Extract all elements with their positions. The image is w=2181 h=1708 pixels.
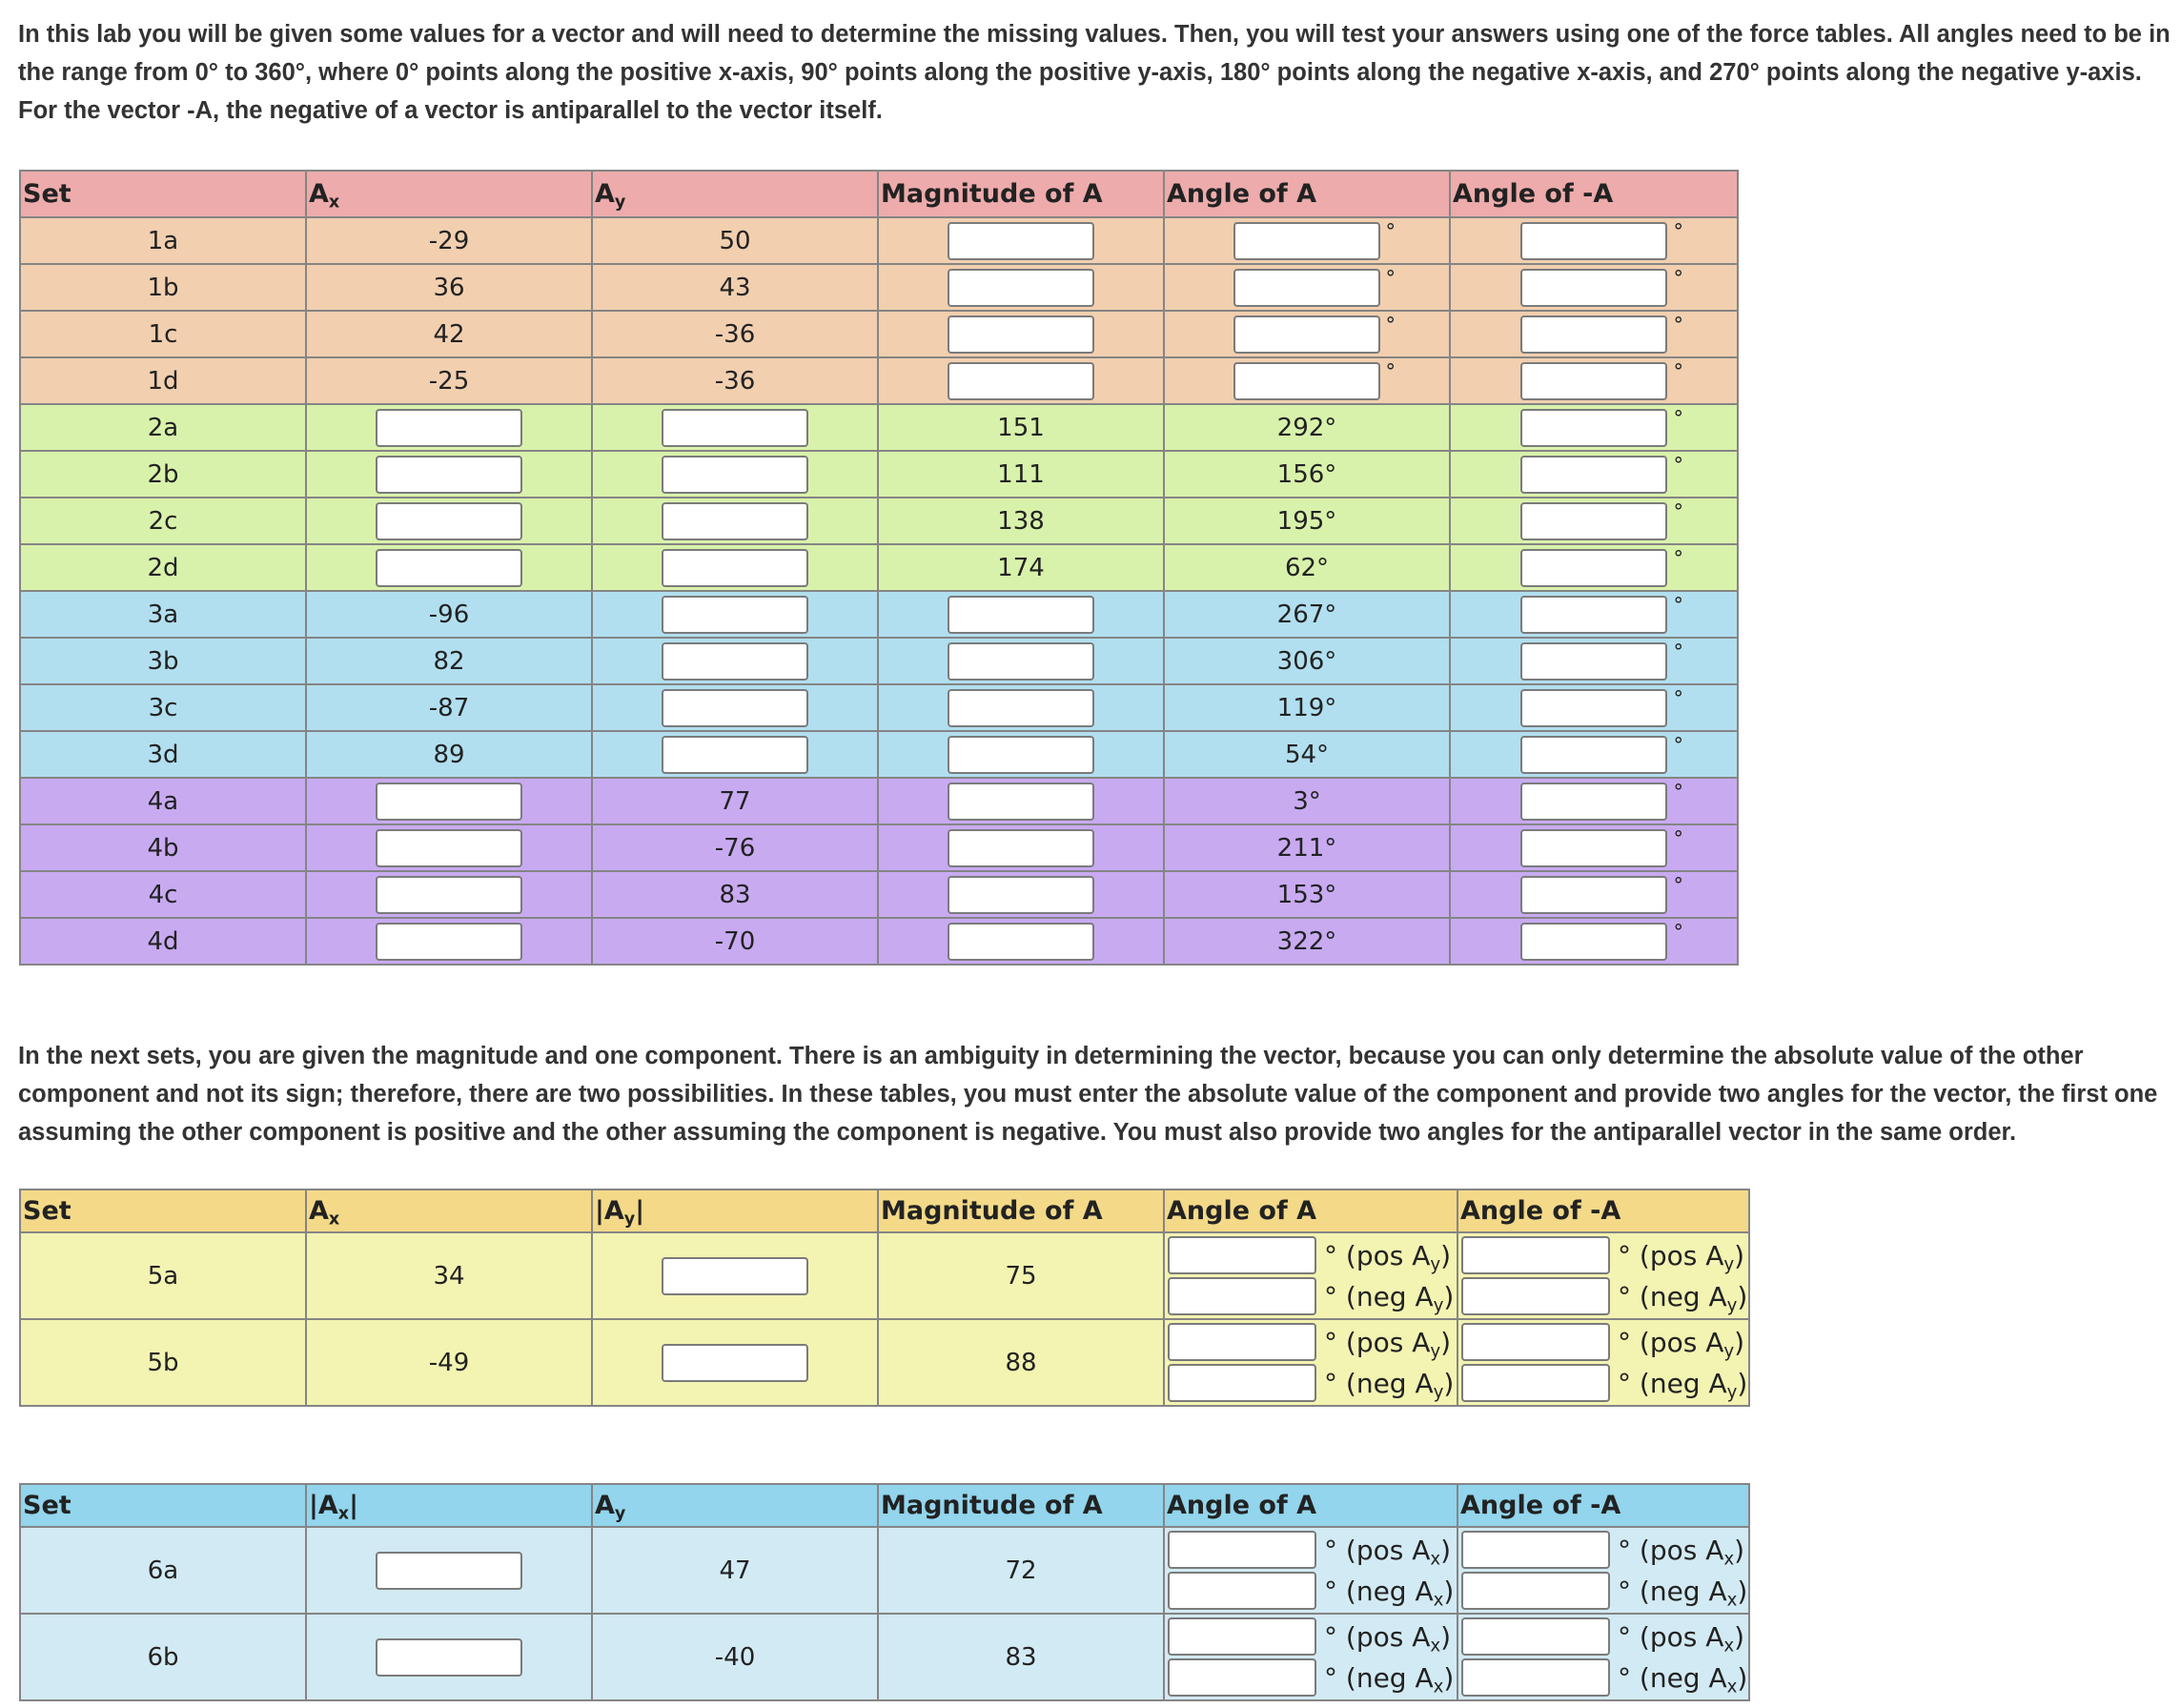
- ax-input-cell: [306, 871, 592, 918]
- ax-value: 34: [306, 1232, 592, 1319]
- magnitude-input[interactable]: [948, 923, 1094, 961]
- neg-angle-input-cell: [1450, 404, 1738, 451]
- ay-input[interactable]: [662, 596, 808, 634]
- set-label: 6a: [20, 1527, 306, 1614]
- neg-angle-neg-input[interactable]: [1461, 1658, 1610, 1697]
- angle-value: 292°: [1164, 404, 1450, 451]
- degree-symbol: °: [1673, 781, 1683, 803]
- angle-input-cell: [1164, 311, 1450, 357]
- neg-angle-pos-row: [1458, 1616, 1748, 1657]
- angle-value: 153°: [1164, 871, 1450, 918]
- set-label: 3c: [20, 684, 306, 731]
- magnitude-input[interactable]: [948, 783, 1094, 821]
- ay-input-cell: [592, 544, 878, 591]
- angle-input[interactable]: [1233, 269, 1380, 307]
- ax-input-cell: [306, 778, 592, 824]
- neg-angle-input[interactable]: [1520, 736, 1667, 774]
- neg-angle-input[interactable]: [1520, 222, 1667, 260]
- ay-value: -70: [592, 918, 878, 965]
- ay-value: -36: [592, 311, 878, 357]
- table-row: [20, 404, 1738, 451]
- table-row: [20, 591, 1738, 638]
- set-label: 3d: [20, 731, 306, 778]
- angle-value: 195°: [1164, 498, 1450, 544]
- magnitude-input-cell: [878, 217, 1164, 264]
- ax-input[interactable]: [376, 783, 522, 821]
- table-row: [20, 451, 1738, 498]
- set-label: 2b: [20, 451, 306, 498]
- magnitude-input-cell: [878, 778, 1164, 824]
- table-row: [20, 1319, 1749, 1406]
- set-label: 5a: [20, 1232, 306, 1319]
- angle-value: 322°: [1164, 918, 1450, 965]
- magnitude-value: 72: [878, 1527, 1164, 1614]
- ax-input-cell: [306, 824, 592, 871]
- ay-input-cell: [592, 498, 878, 544]
- ax-abs-input[interactable]: [376, 1638, 522, 1677]
- magnitude-input-cell: [878, 918, 1164, 965]
- ay-abs-input-cell: [592, 1319, 878, 1406]
- header-ay: $A_y$: [592, 1484, 878, 1527]
- ax-input-cell: [306, 498, 592, 544]
- pos-component-label: ° (pos $A_y$): [1618, 1239, 1745, 1274]
- table-row: [20, 311, 1738, 357]
- angle-value: 156°: [1164, 451, 1450, 498]
- magnitude-input-cell: [878, 264, 1164, 311]
- magnitude-input[interactable]: [948, 222, 1094, 260]
- neg-angle-input-cell: [1450, 638, 1738, 684]
- ax-value: 42: [306, 311, 592, 357]
- neg-angle-input-cell: [1450, 824, 1738, 871]
- degree-symbol: °: [1385, 267, 1396, 290]
- neg-component-label: ° (neg $A_x$): [1618, 1661, 1748, 1697]
- ax-value: 82: [306, 638, 592, 684]
- ay-abs-input-cell: [592, 1232, 878, 1319]
- magnitude-input[interactable]: [948, 315, 1094, 354]
- magnitude-value: 75: [878, 1232, 1164, 1319]
- vector-table-set-6: [19, 1483, 1750, 1701]
- set-label: 3a: [20, 591, 306, 638]
- angle-neg-row: [1165, 1571, 1457, 1612]
- ax-value: 36: [306, 264, 592, 311]
- table-row: [20, 357, 1738, 404]
- pos-component-label: ° (pos $A_x$): [1324, 1534, 1452, 1569]
- ay-value: 43: [592, 264, 878, 311]
- table-row: [20, 1527, 1749, 1614]
- neg-angle-pos-row: [1458, 1530, 1748, 1571]
- neg-component-label: ° (neg $A_y$): [1324, 1367, 1455, 1402]
- ay-input[interactable]: [662, 736, 808, 774]
- degree-symbol: °: [1673, 454, 1683, 477]
- set-label: 1c: [20, 311, 306, 357]
- magnitude-input[interactable]: [948, 829, 1094, 867]
- pos-component-label: ° (pos $A_x$): [1618, 1534, 1745, 1569]
- ay-input[interactable]: [662, 409, 808, 447]
- magnitude-input[interactable]: [948, 596, 1094, 634]
- neg-angle-input[interactable]: [1520, 549, 1667, 587]
- table-header-row: [20, 1190, 1749, 1232]
- neg-angle-input[interactable]: [1520, 456, 1667, 494]
- magnitude-input-cell: [878, 638, 1164, 684]
- neg-angle-input-cell: [1450, 684, 1738, 731]
- header-magnitude: Magnitude of A: [878, 1484, 1164, 1527]
- neg-angle-input-cell: [1450, 451, 1738, 498]
- neg-component-label: ° (neg $A_x$): [1324, 1661, 1455, 1697]
- ax-value: -29: [306, 217, 592, 264]
- magnitude-input[interactable]: [948, 736, 1094, 774]
- angle-neg-row: [1165, 1363, 1457, 1404]
- table-row: [20, 684, 1738, 731]
- ax-value: -96: [306, 591, 592, 638]
- neg-component-label: ° (neg $A_y$): [1324, 1280, 1455, 1315]
- ay-value: -76: [592, 824, 878, 871]
- ay-abs-input[interactable]: [662, 1257, 808, 1295]
- angle-cell: [1164, 1527, 1457, 1614]
- table-row: [20, 1614, 1749, 1700]
- table-row: [20, 731, 1738, 778]
- neg-angle-input[interactable]: [1520, 876, 1667, 914]
- neg-angle-input-cell: [1450, 311, 1738, 357]
- table-row: [20, 217, 1738, 264]
- magnitude-input-cell: [878, 357, 1164, 404]
- angle-input[interactable]: [1233, 362, 1380, 400]
- ax-input[interactable]: [376, 409, 522, 447]
- set-label: 5b: [20, 1319, 306, 1406]
- degree-symbol: °: [1673, 500, 1683, 523]
- ay-input[interactable]: [662, 549, 808, 587]
- angle-neg-input[interactable]: [1168, 1658, 1316, 1697]
- angle-input-cell: [1164, 264, 1450, 311]
- neg-angle-cell: [1457, 1232, 1749, 1319]
- neg-angle-neg-row: [1458, 1276, 1748, 1317]
- table-header-row: [20, 1484, 1749, 1527]
- magnitude-input[interactable]: [948, 642, 1094, 681]
- angle-pos-input[interactable]: [1168, 1617, 1316, 1656]
- angle-neg-input[interactable]: [1168, 1277, 1316, 1315]
- neg-component-label: ° (neg $A_y$): [1618, 1367, 1748, 1402]
- header-neg-angle: Angle of -A: [1450, 171, 1738, 217]
- angle-input-cell: [1164, 217, 1450, 264]
- degree-symbol: °: [1673, 874, 1683, 897]
- neg-angle-input[interactable]: [1520, 409, 1667, 447]
- degree-symbol: °: [1673, 267, 1683, 290]
- angle-pos-row: [1165, 1322, 1457, 1363]
- ay-input[interactable]: [662, 502, 808, 540]
- neg-angle-input[interactable]: [1520, 783, 1667, 821]
- neg-angle-pos-row: [1458, 1235, 1748, 1276]
- neg-angle-pos-input[interactable]: [1461, 1617, 1610, 1656]
- magnitude-value: 111: [878, 451, 1164, 498]
- header-ax-abs: $|A_x|$: [306, 1484, 592, 1527]
- header-ax: $A_x$: [306, 171, 592, 217]
- pos-component-label: ° (pos $A_y$): [1618, 1326, 1745, 1361]
- angle-cell: [1164, 1319, 1457, 1406]
- neg-angle-input-cell: [1450, 871, 1738, 918]
- ay-value: 83: [592, 871, 878, 918]
- angle-pos-row: [1165, 1616, 1457, 1657]
- magnitude-input-cell: [878, 824, 1164, 871]
- neg-angle-input[interactable]: [1520, 362, 1667, 400]
- second-paragraph: In the next sets, you are given the magnitude and one component. There is an ambiguity in determining the vector, because you can only determine the absolute value of the other component and not its sign; therefore, there are two possibilities. In these tables, you must enter the absolute value of the component and provide two angles for the vector, the first one assuming the other component is positive and the other assuming the component is negative. You must also provide two angles for the antiparallel vector in the same order.: [18, 1043, 2158, 1146]
- table-row: [20, 544, 1738, 591]
- magnitude-value: 174: [878, 544, 1164, 591]
- angle-input[interactable]: [1233, 315, 1380, 354]
- neg-angle-input-cell: [1450, 731, 1738, 778]
- table-row: [20, 871, 1738, 918]
- header-neg-angle: Angle of -A: [1457, 1484, 1749, 1527]
- magnitude-value: 88: [878, 1319, 1164, 1406]
- magnitude-input-cell: [878, 591, 1164, 638]
- header-magnitude: Magnitude of A: [878, 1190, 1164, 1232]
- angle-input[interactable]: [1233, 222, 1380, 260]
- magnitude-input[interactable]: [948, 362, 1094, 400]
- set-label: 2c: [20, 498, 306, 544]
- ay-input-cell: [592, 404, 878, 451]
- neg-angle-input[interactable]: [1520, 642, 1667, 681]
- ax-value: -25: [306, 357, 592, 404]
- degree-symbol: °: [1673, 921, 1683, 944]
- magnitude-input[interactable]: [948, 689, 1094, 727]
- angle-neg-input[interactable]: [1168, 1364, 1316, 1402]
- neg-angle-input-cell: [1450, 498, 1738, 544]
- ay-value: -36: [592, 357, 878, 404]
- ay-abs-input[interactable]: [662, 1344, 808, 1382]
- magnitude-input-cell: [878, 311, 1164, 357]
- set-label: 4c: [20, 871, 306, 918]
- ay-input[interactable]: [662, 456, 808, 494]
- ax-input[interactable]: [376, 829, 522, 867]
- degree-symbol: °: [1673, 407, 1683, 430]
- angle-neg-row: [1165, 1276, 1457, 1317]
- ay-value: -40: [592, 1614, 878, 1700]
- header-angle: Angle of A: [1164, 171, 1450, 217]
- magnitude-value: 138: [878, 498, 1164, 544]
- neg-angle-input[interactable]: [1520, 502, 1667, 540]
- angle-neg-input[interactable]: [1168, 1572, 1316, 1610]
- set-label: 3b: [20, 638, 306, 684]
- magnitude-value: 83: [878, 1614, 1164, 1700]
- set-label: 2a: [20, 404, 306, 451]
- pos-component-label: ° (pos $A_y$): [1324, 1326, 1452, 1361]
- angle-value: 211°: [1164, 824, 1450, 871]
- neg-angle-input-cell: [1450, 918, 1738, 965]
- ay-input-cell: [592, 451, 878, 498]
- angle-pos-row: [1165, 1530, 1457, 1571]
- table-row: [20, 498, 1738, 544]
- degree-symbol: °: [1673, 640, 1683, 663]
- set-label: 1d: [20, 357, 306, 404]
- neg-angle-neg-row: [1458, 1571, 1748, 1612]
- angle-value: 54°: [1164, 731, 1450, 778]
- set-label: 1a: [20, 217, 306, 264]
- angle-pos-input[interactable]: [1168, 1531, 1316, 1569]
- ax-input[interactable]: [376, 923, 522, 961]
- neg-angle-input-cell: [1450, 778, 1738, 824]
- ay-input[interactable]: [662, 642, 808, 681]
- ax-abs-input[interactable]: [376, 1552, 522, 1590]
- set-label: 4b: [20, 824, 306, 871]
- header-neg-angle: Angle of -A: [1457, 1190, 1749, 1232]
- neg-angle-input-cell: [1450, 357, 1738, 404]
- neg-component-label: ° (neg $A_x$): [1324, 1575, 1455, 1610]
- angle-value: 62°: [1164, 544, 1450, 591]
- ax-abs-input-cell: [306, 1614, 592, 1700]
- neg-angle-neg-row: [1458, 1657, 1748, 1698]
- magnitude-input[interactable]: [948, 269, 1094, 307]
- header-angle: Angle of A: [1164, 1484, 1457, 1527]
- header-magnitude: Magnitude of A: [878, 171, 1164, 217]
- table-row: [20, 824, 1738, 871]
- set-label: 6b: [20, 1614, 306, 1700]
- pos-component-label: ° (pos $A_y$): [1324, 1239, 1452, 1274]
- neg-angle-pos-input[interactable]: [1461, 1236, 1610, 1274]
- table-row: [20, 918, 1738, 965]
- magnitude-input-cell: [878, 731, 1164, 778]
- ay-value: 47: [592, 1527, 878, 1614]
- neg-angle-cell: [1457, 1614, 1749, 1700]
- set-label: 2d: [20, 544, 306, 591]
- degree-symbol: °: [1673, 547, 1683, 570]
- degree-symbol: °: [1385, 314, 1396, 336]
- ax-input[interactable]: [376, 502, 522, 540]
- vector-table-sets-1-4: [19, 170, 1739, 966]
- angle-cell: [1164, 1232, 1457, 1319]
- neg-angle-input[interactable]: [1520, 596, 1667, 634]
- table-row: [20, 778, 1738, 824]
- angle-pos-input[interactable]: [1168, 1236, 1316, 1274]
- angle-pos-row: [1165, 1235, 1457, 1276]
- neg-angle-pos-input[interactable]: [1461, 1323, 1610, 1361]
- neg-angle-input[interactable]: [1520, 689, 1667, 727]
- set-label: 4d: [20, 918, 306, 965]
- header-ax: $A_x$: [306, 1190, 592, 1232]
- neg-component-label: ° (neg $A_x$): [1618, 1575, 1748, 1610]
- degree-symbol: °: [1385, 360, 1396, 383]
- degree-symbol: °: [1673, 314, 1683, 336]
- angle-value: 267°: [1164, 591, 1450, 638]
- ay-value: 50: [592, 217, 878, 264]
- angle-neg-row: [1165, 1657, 1457, 1698]
- angle-pos-input[interactable]: [1168, 1323, 1316, 1361]
- ax-input[interactable]: [376, 456, 522, 494]
- neg-angle-input-cell: [1450, 264, 1738, 311]
- header-set: Set: [20, 171, 306, 217]
- neg-angle-input-cell: [1450, 544, 1738, 591]
- degree-symbol: °: [1673, 360, 1683, 383]
- header-set: Set: [20, 1484, 306, 1527]
- set-label: 1b: [20, 264, 306, 311]
- neg-angle-pos-input[interactable]: [1461, 1531, 1610, 1569]
- ax-value: 89: [306, 731, 592, 778]
- angle-value: 3°: [1164, 778, 1450, 824]
- ay-input-cell: [592, 684, 878, 731]
- magnitude-input-cell: [878, 871, 1164, 918]
- degree-symbol: °: [1673, 594, 1683, 617]
- ay-input-cell: [592, 731, 878, 778]
- neg-angle-input[interactable]: [1520, 923, 1667, 961]
- neg-angle-neg-row: [1458, 1363, 1748, 1404]
- degree-symbol: °: [1385, 220, 1396, 243]
- neg-angle-cell: [1457, 1527, 1749, 1614]
- neg-angle-neg-input[interactable]: [1461, 1277, 1610, 1315]
- neg-component-label: ° (neg $A_y$): [1618, 1280, 1748, 1315]
- angle-input-cell: [1164, 357, 1450, 404]
- set-label: 4a: [20, 778, 306, 824]
- angle-value: 306°: [1164, 638, 1450, 684]
- neg-angle-input[interactable]: [1520, 269, 1667, 307]
- ax-input-cell: [306, 544, 592, 591]
- magnitude-value: 151: [878, 404, 1164, 451]
- magnitude-input-cell: [878, 684, 1164, 731]
- ay-value: 77: [592, 778, 878, 824]
- ax-input-cell: [306, 451, 592, 498]
- header-angle: Angle of A: [1164, 1190, 1457, 1232]
- intro-paragraph: In this lab you will be given some values for a vector and will need to determine the missing values. Then, you will test your answers using one of the force tables. All angles need to be in the range from 0° to 360°, where 0° points along the positive x-axis, 90° points along the positive y-axis, 180° points along the negative x-axis, and 270° points along the negative y-axis. For the vector -A, the negative of a vector is antiparallel to the vector itself.: [18, 21, 2171, 124]
- degree-symbol: °: [1673, 687, 1683, 710]
- degree-symbol: °: [1673, 827, 1683, 850]
- ay-input-cell: [592, 591, 878, 638]
- ax-input-cell: [306, 918, 592, 965]
- magnitude-input[interactable]: [948, 876, 1094, 914]
- ax-value: -49: [306, 1319, 592, 1406]
- neg-angle-neg-input[interactable]: [1461, 1364, 1610, 1402]
- ay-input[interactable]: [662, 689, 808, 727]
- ax-abs-input-cell: [306, 1527, 592, 1614]
- table-row: [20, 264, 1738, 311]
- neg-angle-cell: [1457, 1319, 1749, 1406]
- angle-value: 119°: [1164, 684, 1450, 731]
- neg-angle-pos-row: [1458, 1322, 1748, 1363]
- ax-input[interactable]: [376, 876, 522, 914]
- ax-input[interactable]: [376, 549, 522, 587]
- pos-component-label: ° (pos $A_x$): [1618, 1620, 1745, 1656]
- table-row: [20, 1232, 1749, 1319]
- header-ay-abs: $|A_y|$: [592, 1190, 878, 1232]
- neg-angle-input-cell: [1450, 217, 1738, 264]
- header-set: Set: [20, 1190, 306, 1232]
- ay-input-cell: [592, 638, 878, 684]
- pos-component-label: ° (pos $A_x$): [1324, 1620, 1452, 1656]
- neg-angle-neg-input[interactable]: [1461, 1572, 1610, 1610]
- ax-value: -87: [306, 684, 592, 731]
- degree-symbol: °: [1673, 220, 1683, 243]
- neg-angle-input-cell: [1450, 591, 1738, 638]
- angle-cell: [1164, 1614, 1457, 1700]
- neg-angle-input[interactable]: [1520, 315, 1667, 354]
- ax-input-cell: [306, 404, 592, 451]
- header-ay: $A_y$: [592, 171, 878, 217]
- vector-table-set-5: [19, 1189, 1750, 1407]
- table-header-row: [20, 171, 1738, 217]
- table-row: [20, 638, 1738, 684]
- neg-angle-input[interactable]: [1520, 829, 1667, 867]
- degree-symbol: °: [1673, 734, 1683, 757]
